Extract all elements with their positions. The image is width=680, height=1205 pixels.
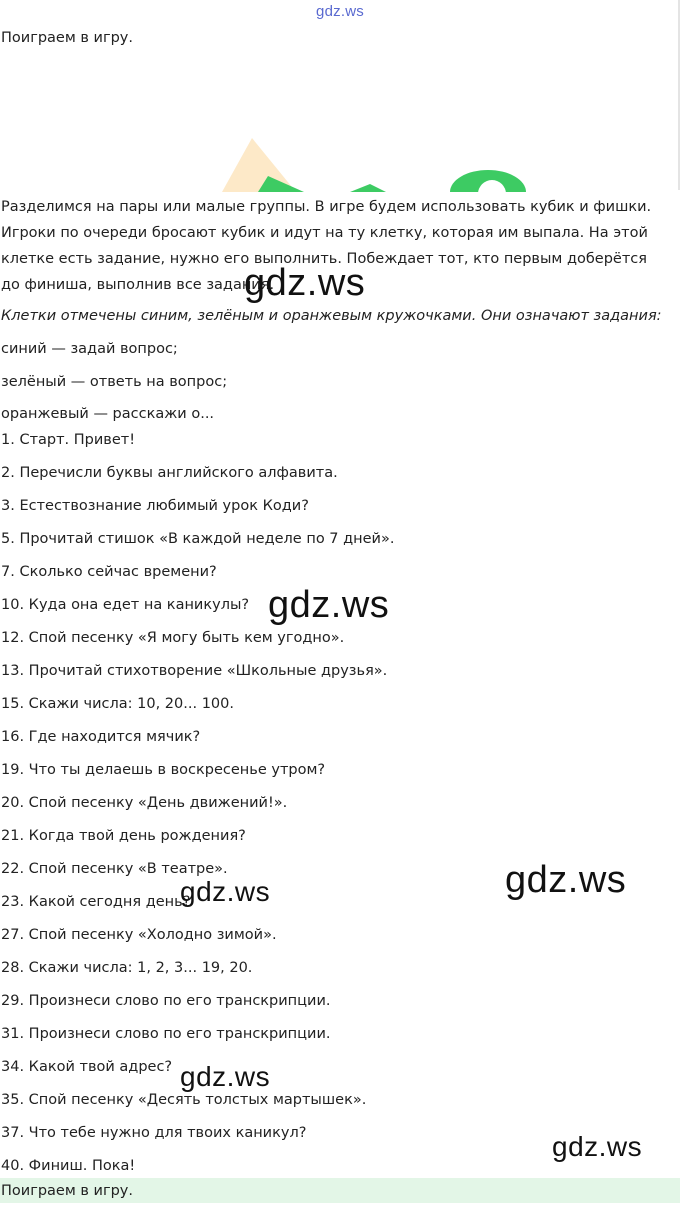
task-item: 21. Когда твой день рождения? bbox=[1, 828, 246, 844]
task-item: 19. Что ты делаешь в воскресенье утром? bbox=[1, 762, 326, 778]
task-item: 13. Прочитай стихотворение «Школьные друзья». bbox=[1, 663, 388, 679]
task-item: 22. Спой песенку «В театре». bbox=[1, 861, 228, 877]
game-board-illustration bbox=[200, 118, 560, 192]
watermark-4: gdz.ws bbox=[180, 876, 271, 907]
task-item: 20. Спой песенку «День движений!». bbox=[1, 795, 288, 811]
task-item: 1. Старт. Привет! bbox=[1, 432, 136, 448]
cells-note: Клетки отмечены синим, зелёным и оранжевым кружочками. Они означают задания: bbox=[1, 308, 662, 324]
green-shape-mid bbox=[350, 184, 386, 192]
watermark-6: gdz.ws bbox=[552, 1131, 643, 1162]
task-item: 40. Финиш. Пока! bbox=[1, 1158, 136, 1174]
task-item: 15. Скажи числа: 10, 20... 100. bbox=[1, 696, 234, 712]
task-list bbox=[1, 431, 671, 1190]
watermark-5: gdz.ws bbox=[180, 1061, 271, 1092]
game-description: Разделимся на пары или малые группы. В игре будем использовать кубик и фишки. Игроки по очереди бросают кубик и идут на ту клетку, которая им выпала. На этой клетке есть задание, нужно его выполнить. Побеждает тот, кто первым доберётся до финиша, выполнив все задания. bbox=[1, 199, 652, 293]
watermark-3: gdz.ws bbox=[505, 859, 627, 901]
legend-blue: синий — задай вопрос; bbox=[1, 341, 178, 357]
footer-bar: Поиграем в игру. bbox=[0, 1178, 680, 1203]
task-item: 34. Какой твой адрес? bbox=[1, 1059, 173, 1075]
task-item: 28. Скажи числа: 1, 2, 3... 19, 20. bbox=[1, 960, 253, 976]
task-item: 10. Куда она едет на каникулы? bbox=[1, 597, 250, 613]
game-board-image-partial bbox=[200, 118, 560, 192]
legend-green: зелёный — ответь на вопрос; bbox=[1, 374, 228, 390]
task-item: 3. Естествознание любимый урок Коди? bbox=[1, 498, 309, 514]
task-item: 29. Произнеси слово по его транскрипции. bbox=[1, 993, 331, 1009]
task-item: 16. Где находится мячик? bbox=[1, 729, 201, 745]
intro-text: Поиграем в игру. bbox=[1, 30, 133, 46]
task-item: 5. Прочитай стишок «В каждой неделе по 7 дней». bbox=[1, 531, 395, 547]
task-item: 37. Что тебе нужно для твоих каникул? bbox=[1, 1125, 307, 1141]
watermark-2: gdz.ws bbox=[268, 584, 390, 626]
legend-orange: оранжевый — расскажи о... bbox=[1, 406, 215, 422]
task-item: 35. Спой песенку «Десять толстых мартышек». bbox=[1, 1092, 367, 1108]
task-item: 2. Перечисли буквы английского алфавита. bbox=[1, 465, 338, 481]
site-watermark-header: gdz.ws bbox=[316, 3, 364, 20]
task-item: 31. Произнеси слово по его транскрипции. bbox=[1, 1026, 331, 1042]
watermark-1: gdz.ws bbox=[244, 262, 366, 304]
task-item: 12. Спой песенку «Я могу быть кем угодно». bbox=[1, 630, 345, 646]
task-item: 7. Сколько сейчас времени? bbox=[1, 564, 217, 580]
task-item: 27. Спой песенку «Холодно зимой». bbox=[1, 927, 277, 943]
task-item: 23. Какой сегодня день? bbox=[1, 894, 191, 910]
